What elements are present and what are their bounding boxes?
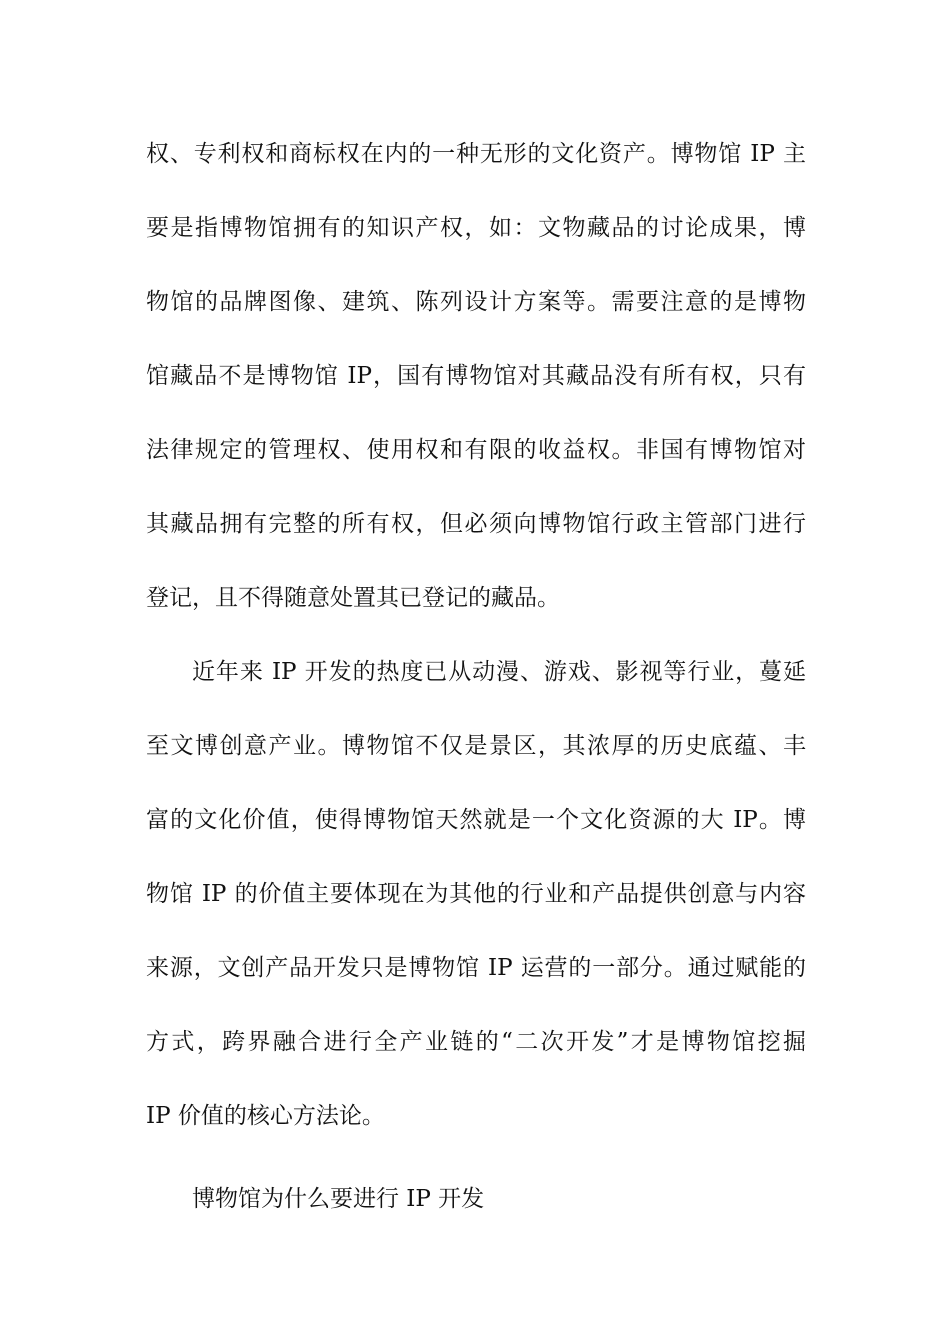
paragraph-1-line-7: 登记，且不得随意处置其已登记的藏品。 <box>146 585 560 611</box>
paragraph-2-line-7: IP 价值的核心方法论。 <box>146 1103 385 1129</box>
paragraph-2-line-3: 富的文化价值，使得博物馆天然就是一个文化资源的大 IP。博 <box>146 807 806 833</box>
section-heading: 博物馆为什么要进行 IP 开发 <box>192 1186 485 1212</box>
paragraph-1-line-1: 权、专利权和商标权在内的一种无形的文化资产。博物馆 IP 主 <box>146 141 806 167</box>
paragraph-1-line-6: 其藏品拥有完整的所有权，但必须向博物馆行政主管部门进行 <box>146 511 806 537</box>
paragraph-2-line-2: 至文博创意产业。博物馆不仅是景区，其浓厚的历史底蕴、丰 <box>146 733 806 759</box>
paragraph-2-line-5: 来源，文创产品开发只是博物馆 IP 运营的一部分。通过赋能的 <box>146 955 806 981</box>
paragraph-1-line-5: 法律规定的管理权、使用权和有限的收益权。非国有博物馆对 <box>146 437 806 463</box>
paragraph-2-line-4: 物馆 IP 的价值主要体现在为其他的行业和产品提供创意与内容 <box>146 881 806 907</box>
paragraph-1-line-2: 要是指博物馆拥有的知识产权，如：文物藏品的讨论成果，博 <box>146 215 806 241</box>
paragraph-2-line-6: 方式，跨界融合进行全产业链的“二次开发”才是博物馆挖掘 <box>146 1029 806 1055</box>
paragraph-1-line-4: 馆藏品不是博物馆 IP，国有博物馆对其藏品没有所有权，只有 <box>146 363 806 389</box>
paragraph-2-line-1: 近年来 IP 开发的热度已从动漫、游戏、影视等行业，蔓延 <box>192 659 806 685</box>
paragraph-1-line-3: 物馆的品牌图像、建筑、陈列设计方案等。需要注意的是博物 <box>146 289 806 315</box>
